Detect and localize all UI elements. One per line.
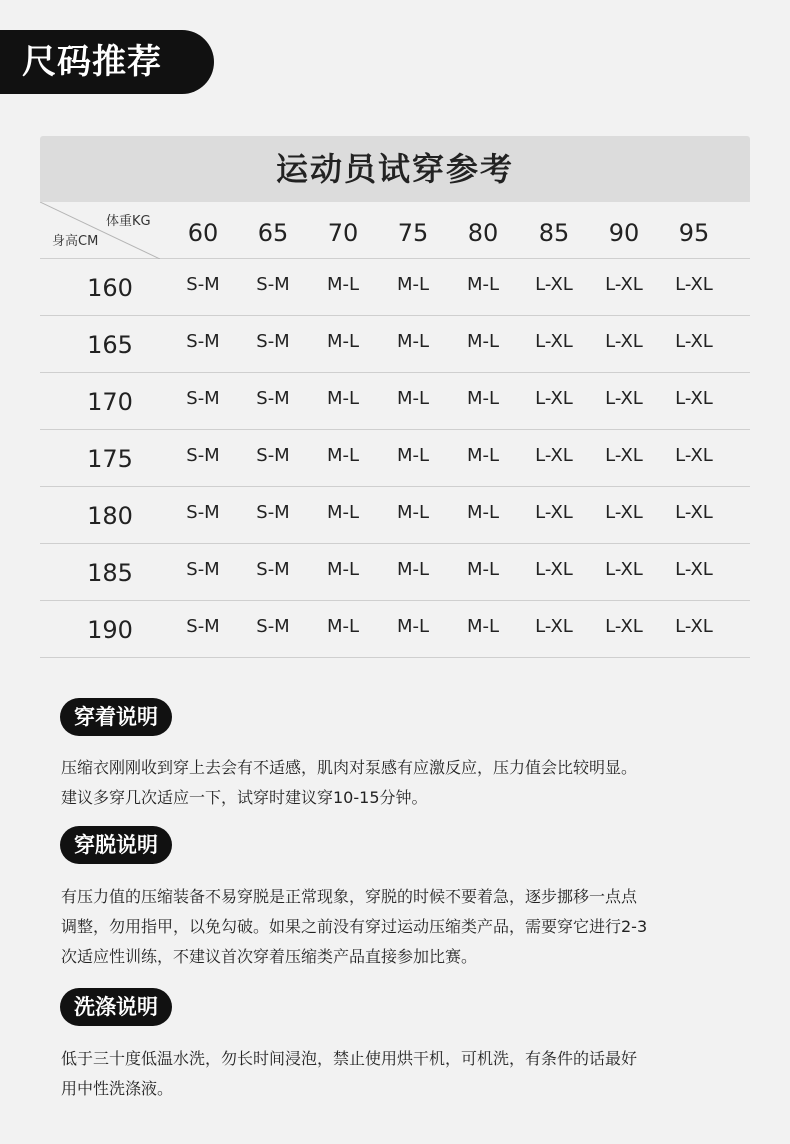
height-cell: 175 <box>87 445 133 473</box>
donning-instructions-badge: 穿脱说明 <box>60 826 172 864</box>
size-cell: S-M <box>256 274 290 295</box>
size-cell: L-XL <box>605 445 643 466</box>
size-cell: L-XL <box>605 502 643 523</box>
size-cell: L-XL <box>675 274 713 295</box>
size-cell: M-L <box>326 445 360 466</box>
table-row <box>40 373 750 430</box>
text-line: 压缩衣刚刚收到穿上去会有不适感，肌肉对泵感有应激反应，压力值会比较明显。 <box>61 758 638 777</box>
height-cell: 170 <box>87 388 133 416</box>
table-row <box>40 259 750 316</box>
table-row <box>40 316 750 373</box>
size-cell: M-L <box>466 445 500 466</box>
weight-column-header: 70 <box>327 219 359 247</box>
size-cell: S-M <box>186 616 220 637</box>
weight-column-header: 85 <box>538 219 570 247</box>
size-cell: L-XL <box>535 445 573 466</box>
text-line: 调整，勿用指甲，以免勾破。如果之前没有穿过运动压缩类产品，需要穿它进行2-3 <box>61 917 648 936</box>
table-title: 运动员试穿参考 <box>40 136 750 202</box>
size-cell: L-XL <box>605 331 643 352</box>
size-cell: S-M <box>186 445 220 466</box>
size-cell: M-L <box>326 616 360 637</box>
size-cell: L-XL <box>535 274 573 295</box>
height-cell: 160 <box>87 274 133 302</box>
size-cell: S-M <box>256 502 290 523</box>
text-line: 用中性洗涤液。 <box>61 1079 174 1098</box>
weight-column-header: 75 <box>397 219 429 247</box>
table-row <box>40 544 750 601</box>
size-cell: M-L <box>466 274 500 295</box>
size-cell: M-L <box>466 331 500 352</box>
height-cell: 185 <box>87 559 133 587</box>
size-cell: M-L <box>396 445 430 466</box>
size-cell: S-M <box>186 388 220 409</box>
wearing-instructions-text <box>61 753 751 813</box>
size-cell: L-XL <box>605 559 643 580</box>
weight-column-header: 95 <box>678 219 710 247</box>
diagonal-header-cell <box>40 202 160 259</box>
weight-column-header: 90 <box>608 219 640 247</box>
text-line: 有压力值的压缩装备不易穿脱是正常现象，穿脱的时候不要着急，逐步挪移一点点 <box>61 887 638 906</box>
size-cell: L-XL <box>675 388 713 409</box>
size-cell: L-XL <box>675 445 713 466</box>
height-axis-label: 身高CM <box>52 234 99 249</box>
size-cell: S-M <box>256 331 290 352</box>
text-line: 低于三十度低温水洗，勿长时间浸泡，禁止使用烘干机，可机洗，有条件的话最好 <box>61 1049 638 1068</box>
size-cell: L-XL <box>535 388 573 409</box>
size-cell: S-M <box>256 388 290 409</box>
size-cell: M-L <box>396 559 430 580</box>
size-cell: S-M <box>256 445 290 466</box>
table-header-row <box>40 202 750 259</box>
text-line: 次适应性训练，不建议首次穿着压缩类产品直接参加比赛。 <box>61 947 478 966</box>
wearing-instructions-badge: 穿着说明 <box>60 698 172 736</box>
weight-column-header: 65 <box>257 219 289 247</box>
size-cell: M-L <box>396 331 430 352</box>
size-recommendation-badge: 尺码推荐 <box>0 30 214 94</box>
height-cell: 180 <box>87 502 133 530</box>
size-cell: S-M <box>186 502 220 523</box>
washing-instructions-badge: 洗涤说明 <box>60 988 172 1026</box>
donning-instructions-text <box>61 882 751 972</box>
size-cell: M-L <box>326 559 360 580</box>
size-cell: L-XL <box>605 388 643 409</box>
size-cell: M-L <box>466 559 500 580</box>
table-body <box>40 259 750 658</box>
table-row <box>40 430 750 487</box>
size-cell: S-M <box>186 559 220 580</box>
size-cell: L-XL <box>535 616 573 637</box>
height-cell: 165 <box>87 331 133 359</box>
size-cell: L-XL <box>675 331 713 352</box>
size-cell: L-XL <box>675 559 713 580</box>
weight-axis-label: 体重KG <box>106 214 151 229</box>
size-cell: M-L <box>466 502 500 523</box>
size-cell: S-M <box>256 559 290 580</box>
size-cell: M-L <box>466 388 500 409</box>
size-cell: M-L <box>326 331 360 352</box>
size-cell: M-L <box>396 502 430 523</box>
size-cell: S-M <box>186 274 220 295</box>
washing-instructions-text <box>61 1044 751 1104</box>
size-cell: L-XL <box>535 559 573 580</box>
size-cell: L-XL <box>675 616 713 637</box>
size-cell: M-L <box>396 274 430 295</box>
size-cell: L-XL <box>605 616 643 637</box>
size-cell: L-XL <box>605 274 643 295</box>
height-cell: 190 <box>87 616 133 644</box>
size-cell: S-M <box>256 616 290 637</box>
table-row <box>40 601 750 658</box>
size-cell: L-XL <box>535 331 573 352</box>
size-cell: M-L <box>396 388 430 409</box>
text-line: 建议多穿几次适应一下，试穿时建议穿10-15分钟。 <box>61 788 428 807</box>
size-cell: M-L <box>466 616 500 637</box>
size-cell: L-XL <box>675 502 713 523</box>
size-cell: M-L <box>326 388 360 409</box>
weight-column-header: 80 <box>467 219 499 247</box>
size-cell: L-XL <box>535 502 573 523</box>
size-cell: M-L <box>326 502 360 523</box>
size-table <box>40 136 750 658</box>
weight-column-header: 60 <box>187 219 219 247</box>
size-cell: M-L <box>396 616 430 637</box>
size-cell: S-M <box>186 331 220 352</box>
size-cell: M-L <box>326 274 360 295</box>
table-row <box>40 487 750 544</box>
